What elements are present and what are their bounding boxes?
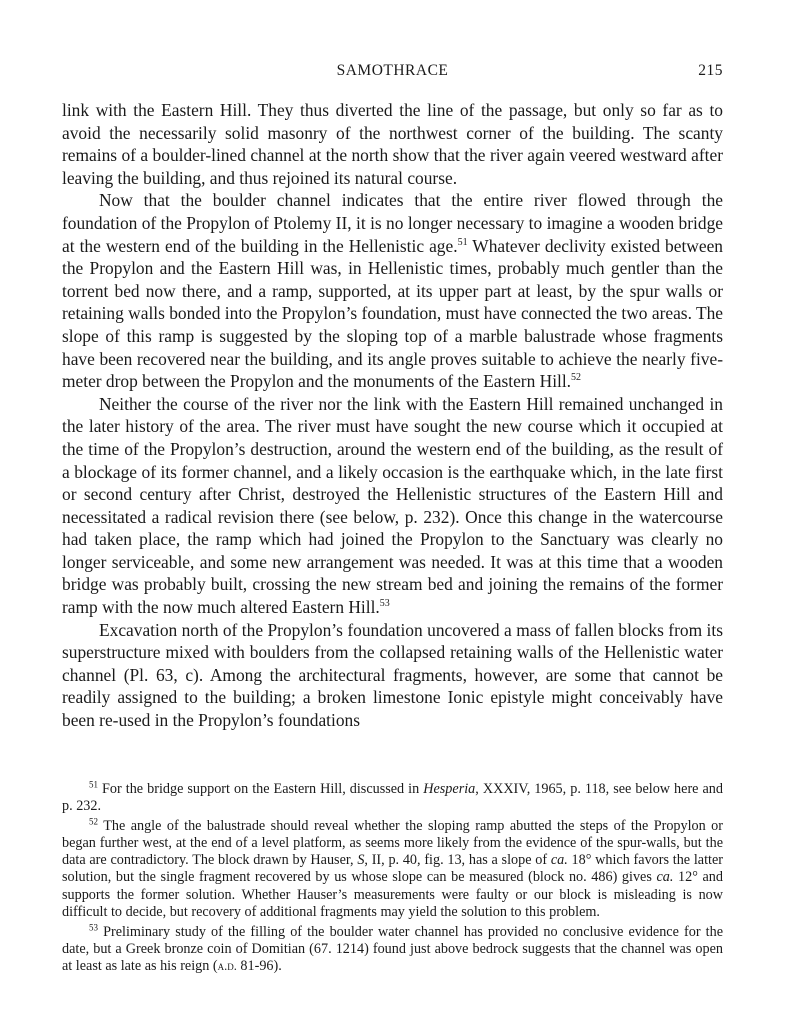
footnote-text: , II, p. 40, fig. 13, has a slope of [364,852,551,869]
footnote-text: , XXXIV, 1965, p. 118, see below here and p. 232. [62,781,723,815]
small-caps-text: a.d. [217,958,237,973]
italic-text: Hesperia [423,781,476,797]
footnote [62,781,723,815]
page-number: 215 [698,62,723,79]
paragraph-text: Excavation north of the Propylon’s foundation uncovered a mass of fallen blocks from its superstructure mixed with boulders from the collapsed retaining walls of the Hellenistic water channel (Pl. 63, c). Among the architectural fragments, however, are some that cannot be readily assigned to the building; a broken limestone Ionic epistyle might conceivably have been re-used in the Propylon’s foundations [62,619,723,731]
paragraph-text: Now that the boulder channel indicates that the entire river flowed through the foundation of the Propylon of Ptolemy II, it is no longer necessary to imagine a wooden bridge at the western end of the building in the Hellenistic age. [62,190,723,256]
body-paragraph [62,99,723,189]
paragraph-text: Whatever declivity existed between the Propylon and the Eastern Hill was, in Hellenistic times, probably much gentler than the torrent bed now there, and a ramp, supported, at its upper part at least, by the spur walls or retaining walls bonded into the Propylon’s foundation, must have connected the two areas. The slope of this ramp is suggested by the sloping top of a marble balustrade whose fragments have been recovered near the building, and its angle proves suitable to achieve the nearly five-meter drop between the Propylon and the monuments of the Eastern Hill. [62,235,723,392]
footnote-text: 18° which favors the latter solution, but the single fragment recovered by us whose slope can be measured (block no. 486) gives [62,852,723,886]
running-head [62,62,723,84]
footnote-text: 81-96). [236,957,282,974]
footnote-text: 12° and supports the former solution. Whether Hauser’s measurements were faulty or our block is misleading is now difficult to decide, but recovery of additional fragments may yield the solution to this problem. [62,869,723,920]
footnotes [62,781,723,978]
footnote-text: Preliminary study of the filling of the boulder water channel has provided no conclusive evidence for the date, but a Greek bronze coin of Domitian (67. 1214) found just above bedrock suggests that the channel was open at least as late as his reign ( [62,923,723,974]
running-title: SAMOTHRACE [336,62,449,79]
body-paragraph [62,619,723,732]
body-text [62,99,723,732]
footnote [62,924,723,975]
footnote-reference: 52 [571,372,582,384]
footnote [62,818,723,921]
body-paragraph [62,393,723,619]
paragraph-text: Neither the course of the river nor the link with the Eastern Hill remained unchanged in the later history of the area. The river must have sought the new course which it occupied at the time of the Propylon’s destruction, around the western end of the building, as the result of a blockage of its former channel, and a likely occasion is the earthquake which, in the late first or second century after Christ, destroyed the Hellenistic structures of the Eastern Hill and necessitated a radical revision there (see below, p. 232). Once this change in the watercourse had taken place, the ramp which had joined the Propylon to the Sanctuary was clearly no longer serviceable, and some new arrangement was needed. It was at this time that a wooden bridge was probably built, crossing the new stream bed and joining the remains of the former ramp with the now much altered Eastern Hill. [62,393,723,618]
footnote-reference: 53 [379,598,390,610]
italic-text: ca. [550,852,568,869]
footnote-number: 52 [89,816,98,827]
footnote-number: 53 [89,922,98,933]
body-paragraph [62,189,723,392]
footnote-text: For the bridge support on the Eastern Hill, discussed in [98,781,424,797]
footnote-text: The angle of the balustrade should reveal whether the sloping ramp abutted the steps of the Propylon or began further west, at the end of a level platform, as seems more likely from the evidence of the spur-walls, but the data are contradictory. The block drawn by Hauser, [62,818,723,869]
paragraph-text: link with the Eastern Hill. They thus diverted the line of the passage, but only so far as to avoid the necessarily solid masonry of the northwest corner of the building. The scanty remains of a boulder-lined channel at the north show that the river again veered westward after leaving the building, and thus rejoined its natural course. [62,100,723,188]
footnote-reference: 51 [457,236,468,248]
italic-text: ca. [656,869,674,886]
footnote-number: 51 [89,779,98,790]
italic-text: S [357,852,365,869]
